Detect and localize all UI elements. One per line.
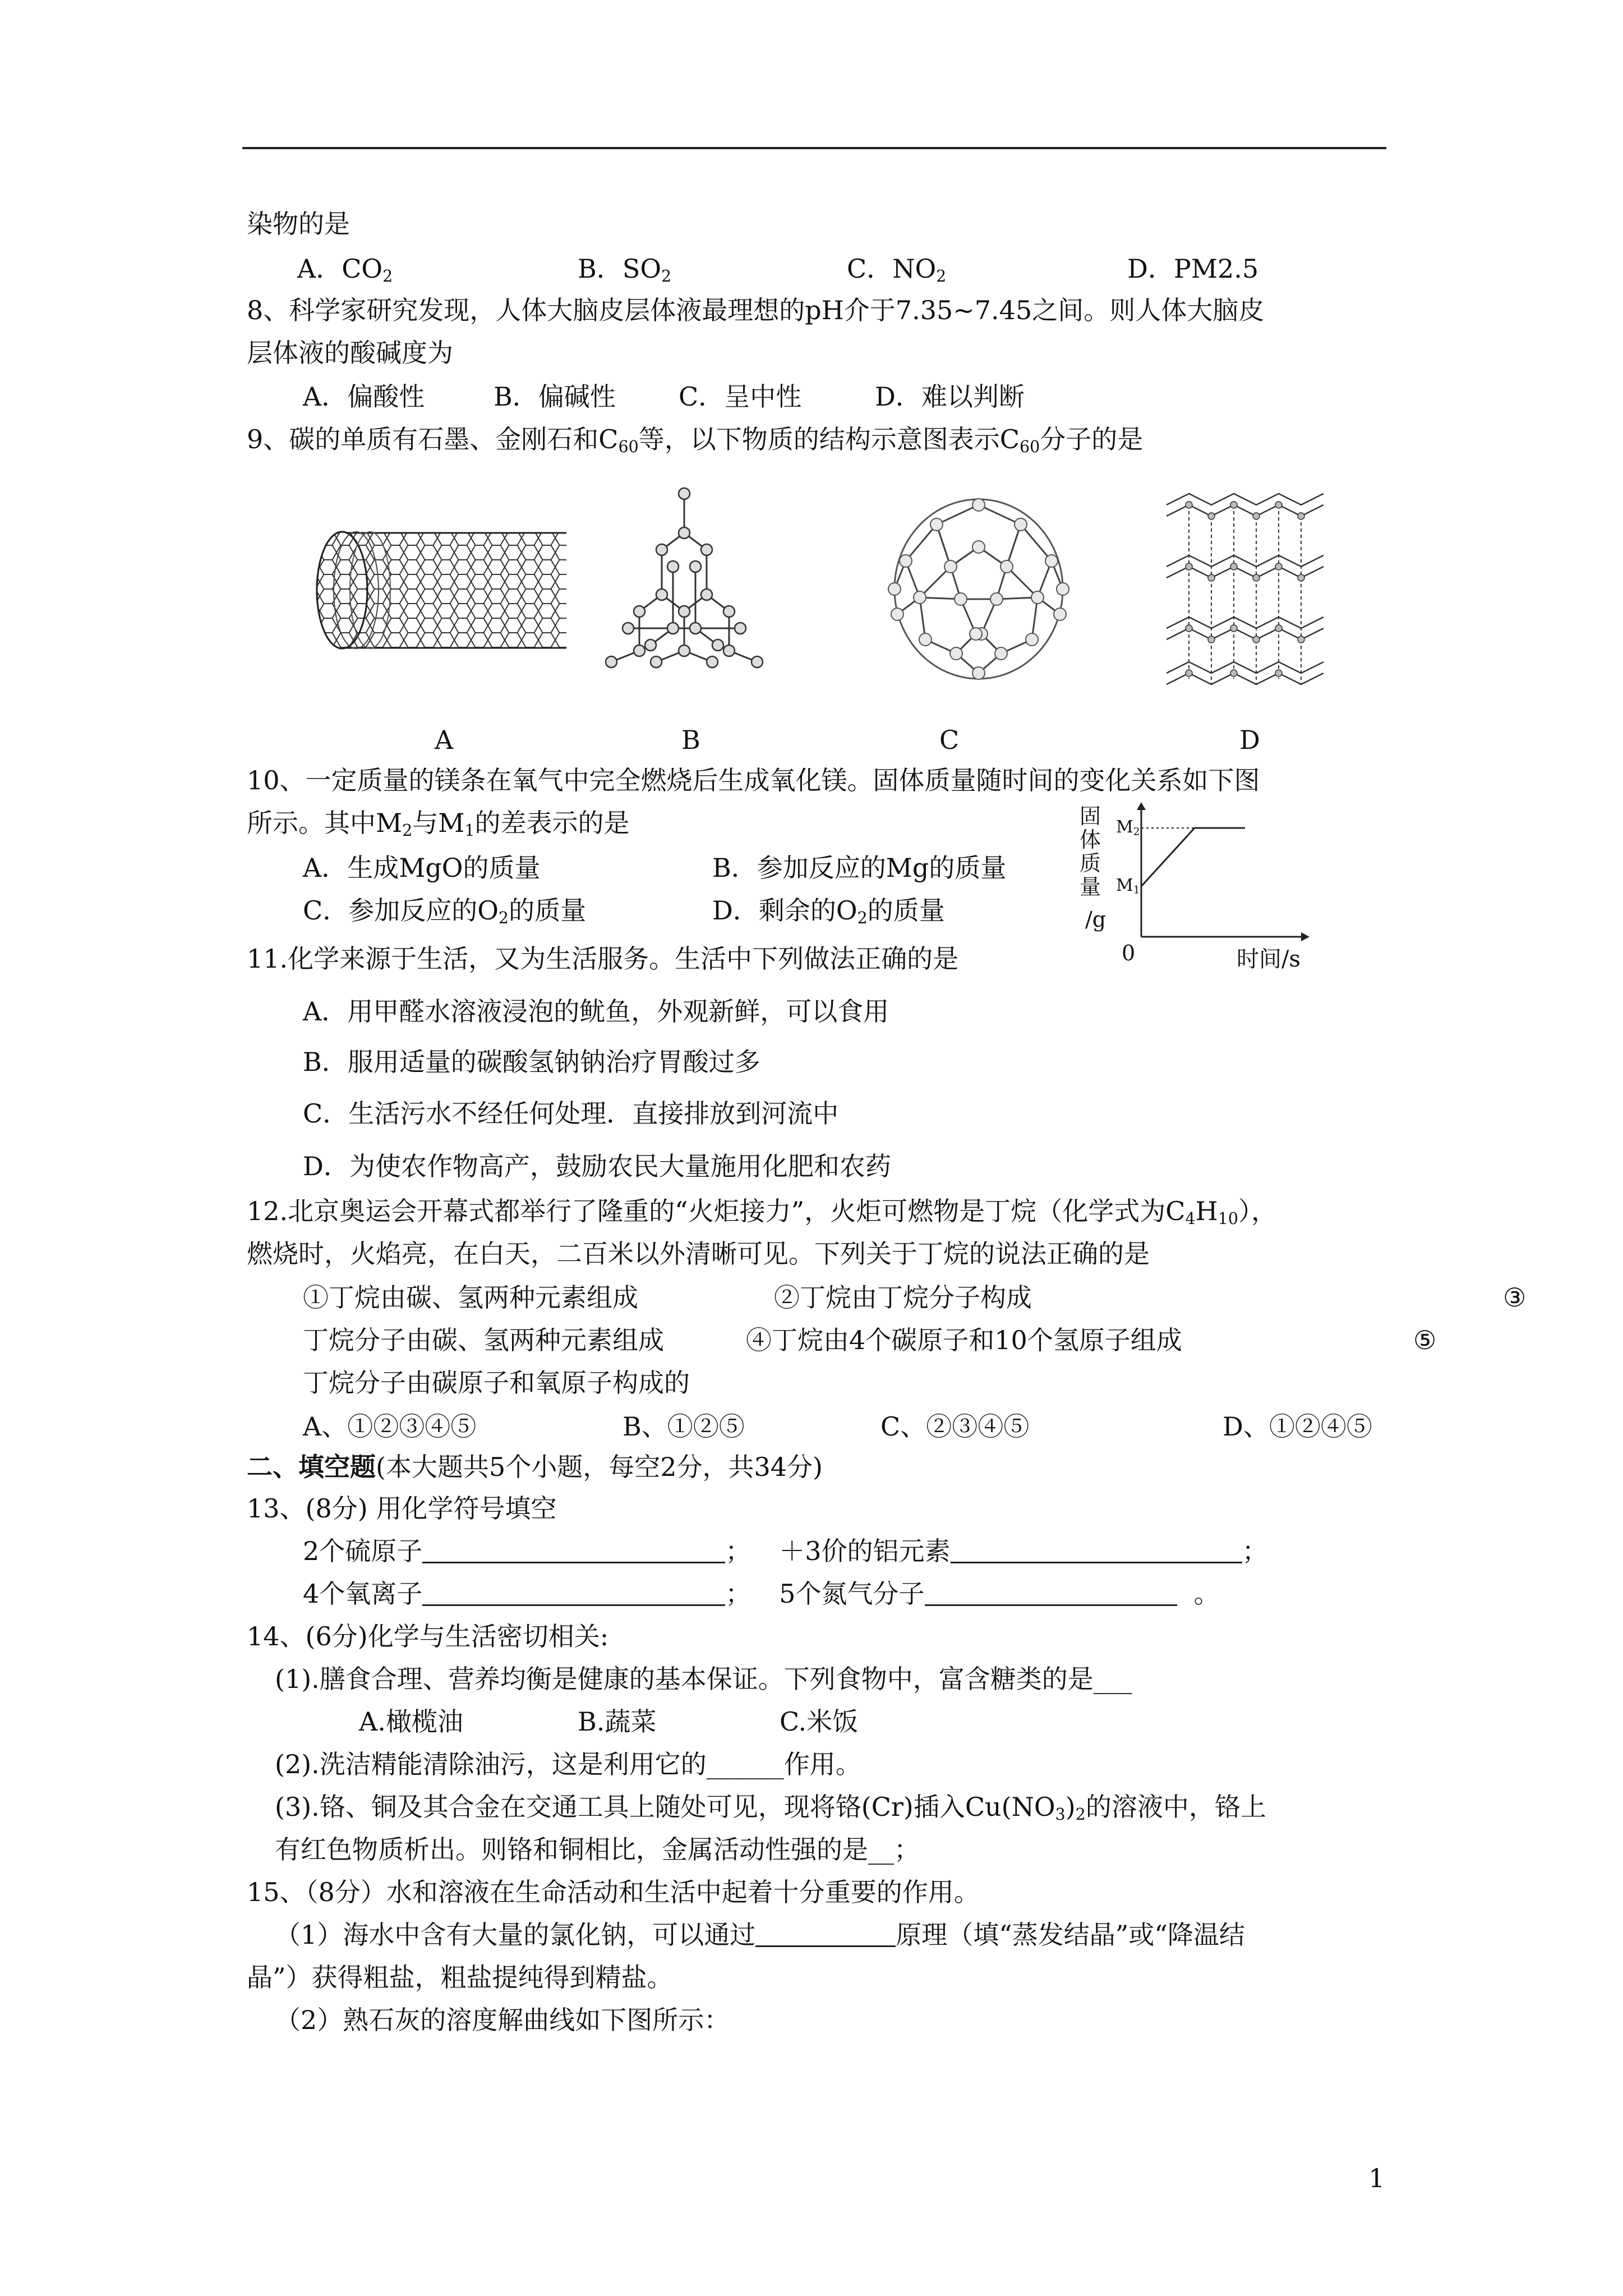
q9-label-b: B xyxy=(681,725,700,755)
q12-statement-4: ④丁烷由4个碳原子和10个氢原子组成 xyxy=(746,1325,1182,1355)
q7-option-c: C．$NO_2$ xyxy=(847,254,947,286)
q13-blank-3[interactable] xyxy=(422,1582,725,1606)
q11-stem: 11.化学来源于生活，又为生活服务。生活中下列做法正确的是 xyxy=(247,944,959,974)
q14-part-1: (1).膳食合理、营养均衡是健康的基本保证。下列食物中，富含糖类的是___ xyxy=(275,1664,1132,1694)
q12-line1: 12.北京奥运会开幕式都举行了隆重的“火炬接力”，火炬可燃物是丁烷（化学式为$C_4H_{10}$）， xyxy=(247,1196,1277,1228)
q8-option-a: A．偏酸性 xyxy=(303,381,425,412)
q7-option-b: B．$SO_2$ xyxy=(578,254,672,286)
section-title: 二、填空题(本大题共5个小题，每空2分，共34分) xyxy=(247,1452,823,1482)
q15-part-2: （2）熟石灰的溶度解曲线如下图所示： xyxy=(275,2005,730,2035)
q13-blank-1[interactable] xyxy=(422,1539,725,1563)
q11-option-d: D．为使农作物高产，鼓励农民大量施用化肥和农药 xyxy=(303,1151,891,1181)
q9-label-d: D xyxy=(1239,725,1260,755)
q12-option-b: B、①②⑤ xyxy=(623,1411,745,1442)
nanotube-figure xyxy=(303,516,583,668)
q12-line2: 燃烧时，火焰亮，在白天，二百米以外清晰可见。下列关于丁烷的说法正确的是 xyxy=(247,1239,1150,1269)
q8-option-d: D．难以判断 xyxy=(875,381,1025,412)
q12-statement-5: 丁烷分子由碳原子和氧原子构成的 xyxy=(303,1368,690,1398)
q9-stem: 9、碳的单质有石墨、金刚石和$C_{60}$等，以下物质的结构示意图表示$C_{60}$分子的是 xyxy=(247,424,1144,457)
q9-label-c: C xyxy=(939,725,960,755)
q15-part-1-line2: 晶”）获得粗盐，粗盐提纯得到精盐。 xyxy=(247,1962,673,1993)
q8-option-b: B．偏碱性 xyxy=(494,381,616,412)
graphite-figure xyxy=(1155,488,1340,690)
q14-part-1-option-c: C.米饭 xyxy=(780,1706,859,1737)
q10-option-b: B．参加反应的Mg的质量 xyxy=(712,853,1007,883)
q14-part-1-option-a: A.橄榄油 xyxy=(359,1706,463,1737)
q14-part-2: (2).洗洁精能清除油污，这是利用它的______作用。 xyxy=(275,1749,861,1779)
diamond-figure xyxy=(594,482,780,684)
q10-option-a: A．生成MgO的质量 xyxy=(303,853,541,883)
q14-stem: 14、(6分)化学与生活密切相关: xyxy=(247,1621,609,1651)
q8-line2: 层体液的酸碱度为 xyxy=(247,338,453,368)
graph-origin: 0 xyxy=(1122,941,1136,965)
q7-option-d: D．PM2.5 xyxy=(1127,254,1259,284)
q13-row-2: 4个氧离子 ； 5个氮气分子 。 xyxy=(303,1579,1220,1609)
graph-ylabel-3: 质 xyxy=(1080,851,1101,876)
graph-m2-label: $M_2$ xyxy=(1116,817,1140,838)
q10-line1: 10、一定质量的镁条在氧气中完全燃烧后生成氧化镁。固体质量随时间的变化关系如下图 xyxy=(247,765,1260,795)
header-rule xyxy=(242,147,1386,149)
q13-blank-4[interactable] xyxy=(925,1582,1177,1606)
q11-option-b: B．服用适量的碳酸氢钠钠治疗胃酸过多 xyxy=(303,1047,760,1077)
q8-line1: 8、科学家研究发现，人体大脑皮层体液最理想的pH介于7.35~7.45之间。则人体大脑皮 xyxy=(247,295,1265,325)
q12-statement-3: 丁烷分子由碳、氢两种元素组成 xyxy=(303,1325,664,1355)
q15-blank-1[interactable] xyxy=(755,1923,896,1947)
q14-part-1-option-b: B.蔬菜 xyxy=(578,1706,657,1737)
q15-part-1: （1）海水中含有大量的氯化钠，可以通过 原理（填“蒸发结晶”或“降温结 xyxy=(275,1920,1245,1950)
graph-m1-label: $M_1$ xyxy=(1116,876,1140,896)
fullerene-figure xyxy=(886,494,1071,684)
q15-stem: 15、（8分）水和溶液在生命活动和生活中起着十分重要的作用。 xyxy=(247,1877,980,1907)
graph-ylabel-1: 固 xyxy=(1080,804,1101,829)
q9-label-a: A xyxy=(435,725,454,755)
q13-blank-2[interactable] xyxy=(951,1539,1242,1563)
q12-statement-3-mark: ③ xyxy=(1503,1282,1527,1313)
q8-option-c: C．呈中性 xyxy=(679,381,802,412)
q12-statement-2: ②丁烷由丁烷分子构成 xyxy=(774,1282,1032,1313)
graph-ylabel-4: 量 xyxy=(1080,875,1101,899)
graph-xlabel: 时间/s xyxy=(1237,946,1301,972)
q12-statement-1: ①丁烷由碳、氢两种元素组成 xyxy=(303,1282,638,1313)
q10-line2: 所示。其中$M_2$与$M_1$的差表示的是 xyxy=(247,808,630,840)
q11-option-c: C．生活污水不经任何处理．直接排放到河流中 xyxy=(303,1098,839,1129)
q12-option-c: C、②③④⑤ xyxy=(880,1411,1030,1442)
graph-ylabel-2: 体 xyxy=(1080,827,1101,852)
q11-option-a: A．用甲醛水溶液浸泡的鱿鱼，外观新鲜，可以食用 xyxy=(303,996,889,1027)
q10-option-c: C．参加反应的$O_2$的质量 xyxy=(303,895,587,928)
q14-part-3: (3).铬、铜及其合金在交通工具上随处可见，现将铬(Cr)插入$Cu(NO_3)_2$的溶液中，铬上 xyxy=(275,1792,1266,1824)
q10-option-d: D．剩余的$O_2$的质量 xyxy=(712,895,945,928)
q7-tail: 染物的是 xyxy=(247,209,350,239)
q7-option-a: A．$CO_2$ xyxy=(297,254,393,286)
q12-option-d: D、①②④⑤ xyxy=(1223,1411,1372,1442)
q12-statement-5-mark: ⑤ xyxy=(1413,1325,1437,1355)
q13-stem: 13、(8分) 用化学符号填空 xyxy=(247,1493,557,1524)
page-number: 1 xyxy=(1368,2163,1385,2193)
q14-part-3-line2: 有红色物质析出。则铬和铜相比，金属活动性强的是__； xyxy=(275,1834,920,1865)
mass-time-graph xyxy=(1077,802,1312,970)
q12-option-a: A、①②③④⑤ xyxy=(303,1411,477,1442)
graph-yunit: /g xyxy=(1085,907,1106,932)
q13-row-1: 2个硫原子 ； ＋3价的铝元素 ； xyxy=(303,1536,1268,1566)
